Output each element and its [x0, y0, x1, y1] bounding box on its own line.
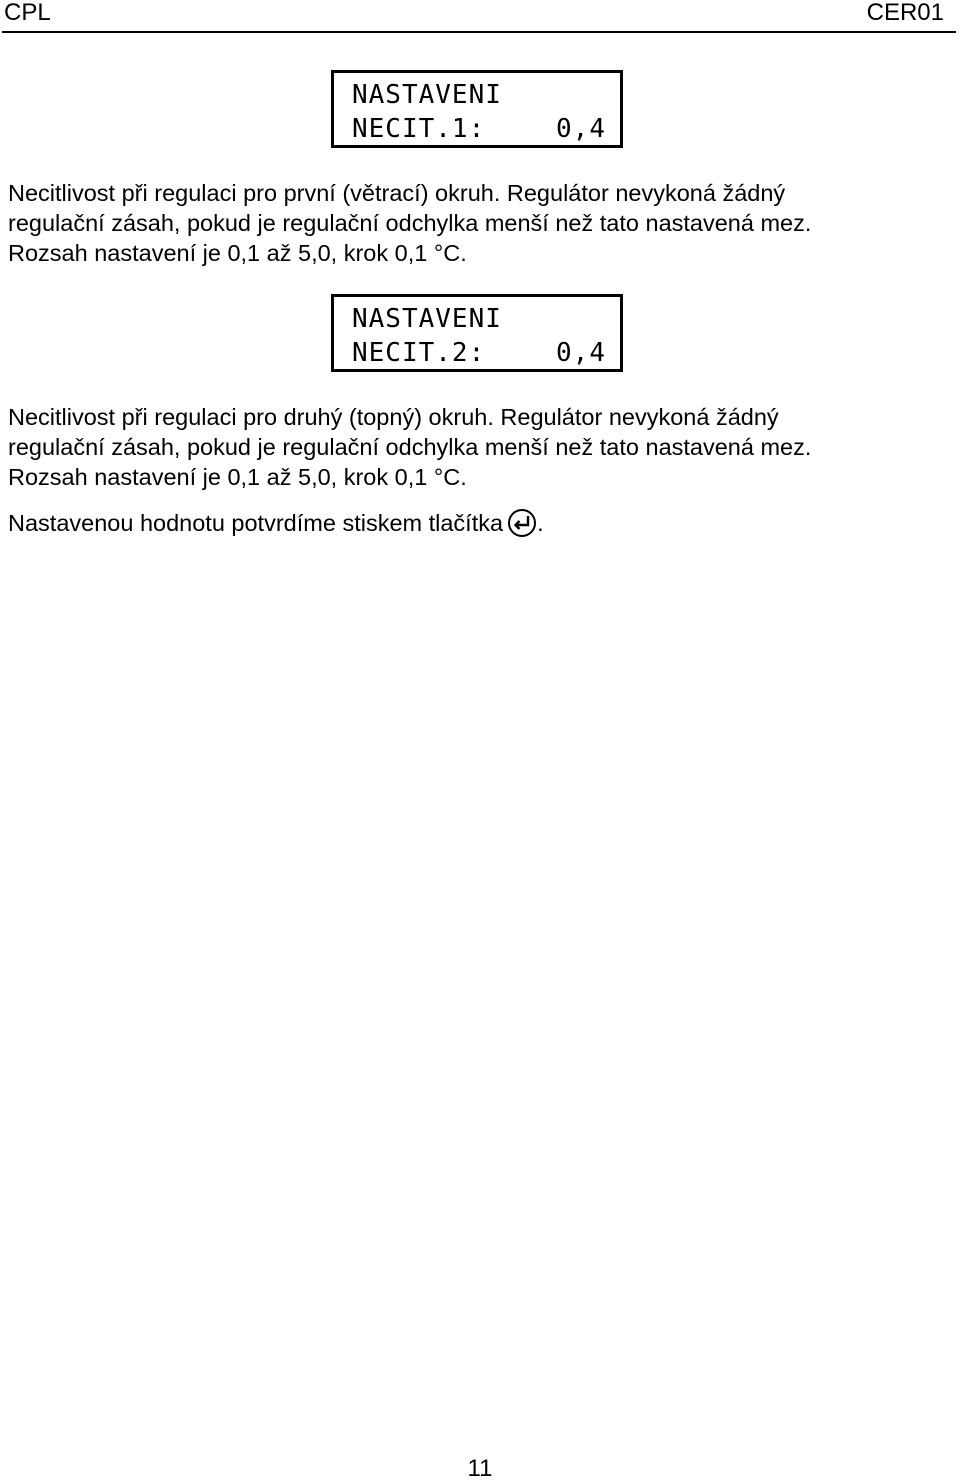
header-left-title: CPL: [4, 0, 51, 26]
page-number: 11: [467, 1455, 493, 1482]
paragraph-line: Necitlivost při regulaci pro první (větrací) okruh. Regulátor nevykoná žádný: [8, 180, 786, 206]
confirm-instruction: [8, 508, 544, 538]
paragraph-line: Necitlivost při regulaci pro druhý (topný) okruh. Regulátor nevykoná žádný: [8, 404, 779, 430]
confirm-text: Nastavenou hodnotu potvrdíme stiskem tlačítka: [8, 510, 504, 536]
header-right-title: CER01: [866, 0, 944, 26]
lcd-display-1-line1: NASTAVENI: [352, 80, 502, 110]
confirm-suffix: .: [537, 510, 544, 536]
paragraph-line: regulační zásah, pokud je regulační odchylka menší než tato nastavená mez.: [8, 434, 812, 460]
lcd-display-2: [331, 294, 623, 372]
page-header: [0, 0, 960, 34]
lcd-display-1-value: 0,4: [556, 114, 606, 144]
paragraph-second-circuit: [8, 402, 956, 492]
lcd-display-1-label: NECIT.1:: [352, 114, 486, 144]
enter-icon: [507, 508, 537, 538]
paragraph-first-circuit: [8, 178, 956, 268]
lcd-display-2-line1: NASTAVENI: [352, 304, 502, 334]
paragraph-line: Rozsah nastavení je 0,1 až 5,0, krok 0,1 °C.: [8, 240, 467, 266]
lcd-display-2-value: 0,4: [556, 338, 606, 368]
lcd-display-2-label: NECIT.2:: [352, 338, 486, 368]
paragraph-line: regulační zásah, pokud je regulační odchylka menší než tato nastavená mez.: [8, 210, 812, 236]
paragraph-line: Rozsah nastavení je 0,1 až 5,0, krok 0,1 °C.: [8, 464, 467, 490]
lcd-display-1: [331, 70, 623, 148]
header-divider: [2, 31, 956, 33]
